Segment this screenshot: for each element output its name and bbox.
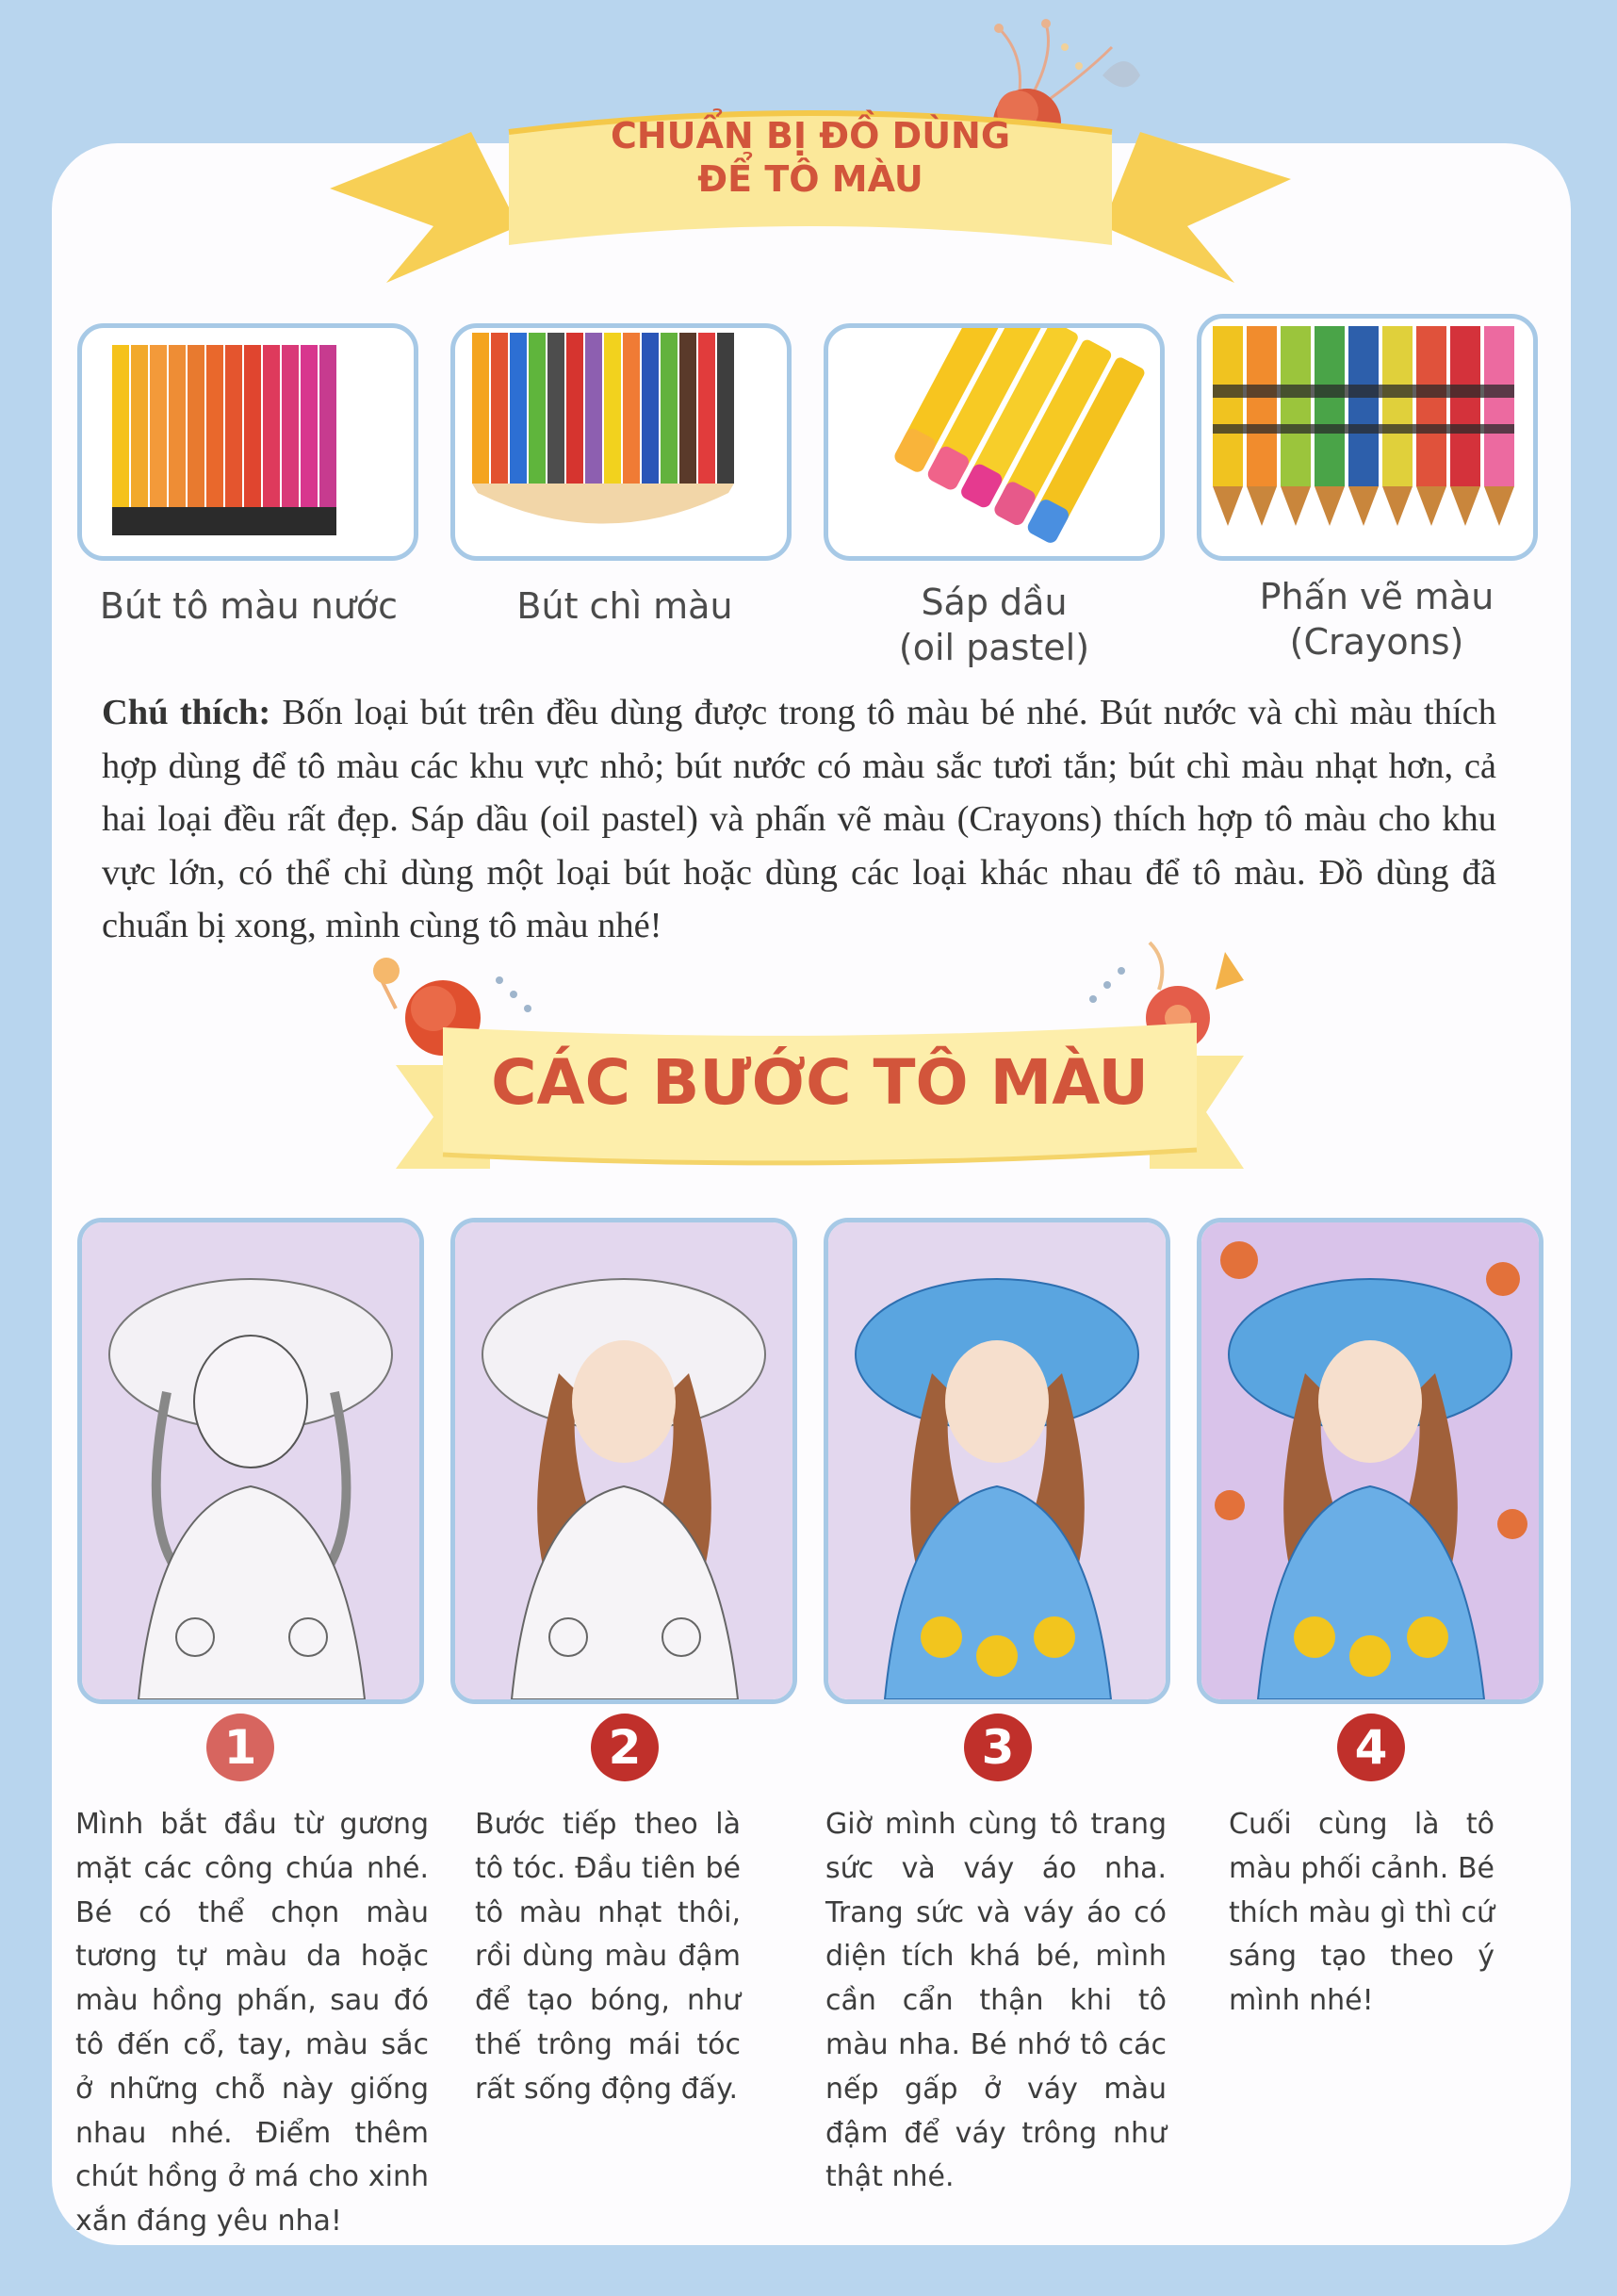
tool-label-oil-pastels-line2: (oil pastel) (898, 627, 1090, 668)
section-title-prepare-line2: ĐỂ TÔ MÀU (697, 158, 923, 200)
princess-dress-step3-icon (828, 1222, 1166, 1699)
ribbon-banner-prepare (330, 104, 1291, 292)
step-number-3: 3 (964, 1714, 1032, 1781)
marker-pens-icon (82, 328, 414, 556)
step-text-1: Mình bắt đầu từ gương mặt các công chúa nhé. Bé có thể chọn màu tương tự màu da hoặc màu hồng phấn, sau đó tô đến cổ, tay, màu sắc ở những chỗ này giống nhau nhé. Điểm thêm chút hồng ở má cho xinh xắn đáng yêu nha! (75, 1808, 429, 2239)
section-title-steps: CÁC BƯỚC TÔ MÀU (491, 1046, 1149, 1119)
step-text-4: Cuối cùng là tô màu phối cảnh. Bé thích màu gì thì cứ sáng tạo theo ý mình nhé! (1229, 1808, 1494, 2018)
princess-background-step4-icon (1201, 1222, 1539, 1699)
tool-label-crayons-line1: Phấn vẽ màu (1259, 576, 1494, 617)
note-heading: Chú thích: (102, 693, 271, 732)
tool-image-crayons (1197, 314, 1538, 561)
colored-pencils-icon (455, 328, 787, 556)
step-image-3 (824, 1218, 1170, 1704)
crayons-icon (1201, 319, 1533, 556)
step-text-3: Giờ mình cùng tô trang sức và váy áo nha. Trang sức và váy áo có diện tích khá bé, mình cần cẩn thận khi tô màu nha. Bé nhớ tô các nếp gấp ở váy màu đậm để váy trông như thật nhé. (825, 1808, 1167, 2194)
step-number-2: 2 (591, 1714, 659, 1781)
step-text-2: Bước tiếp theo là tô tóc. Đầu tiên bé tô màu nhạt thôi, rồi dùng màu đậm để tạo bóng, như thế trông mái tóc rất sống động đấy. (475, 1808, 741, 2106)
step-number-4: 4 (1337, 1714, 1405, 1781)
section-title-prepare-line1: CHUẨN BỊ ĐỒ DÙNG (610, 115, 1011, 156)
note-paragraph (102, 686, 1496, 953)
ribbon-banner-steps (377, 1009, 1263, 1188)
step-number-1: 1 (206, 1714, 274, 1781)
step-image-4 (1197, 1218, 1544, 1704)
tool-label-markers: Bút tô màu nước (99, 585, 399, 627)
note-body: Bốn loại bút trên đều dùng được trong tô màu bé nhé. Bút nước và chì màu thích hợp dùng để tô màu các khu vực nhỏ; bút nước có màu sắc tươi tắn; bút chì màu nhạt hơn, cả hai loại đều rất đẹp. Sáp dầu (oil pastel) và phấn vẽ màu (Crayons) thích hợp tô màu cho khu vực lớn, có thể chỉ dùng một loại bút hoặc dùng các loại khác nhau để tô màu. Đồ dùng đã chuẩn bị xong, mình cùng tô màu nhé! (102, 693, 1496, 945)
step-image-1 (77, 1218, 424, 1704)
tool-image-oil-pastels (824, 323, 1165, 561)
princess-lineart-step1-icon (82, 1222, 419, 1699)
tool-label-crayons-line2: (Crayons) (1289, 621, 1464, 663)
step-image-2 (450, 1218, 797, 1704)
oil-pastels-icon (828, 328, 1160, 556)
tool-label-pencils: Bút chì màu (516, 585, 733, 627)
tool-image-markers (77, 323, 418, 561)
tool-label-oil-pastels-line1: Sáp dầu (921, 582, 1068, 623)
princess-hair-step2-icon (455, 1222, 792, 1699)
tool-image-pencils (450, 323, 792, 561)
